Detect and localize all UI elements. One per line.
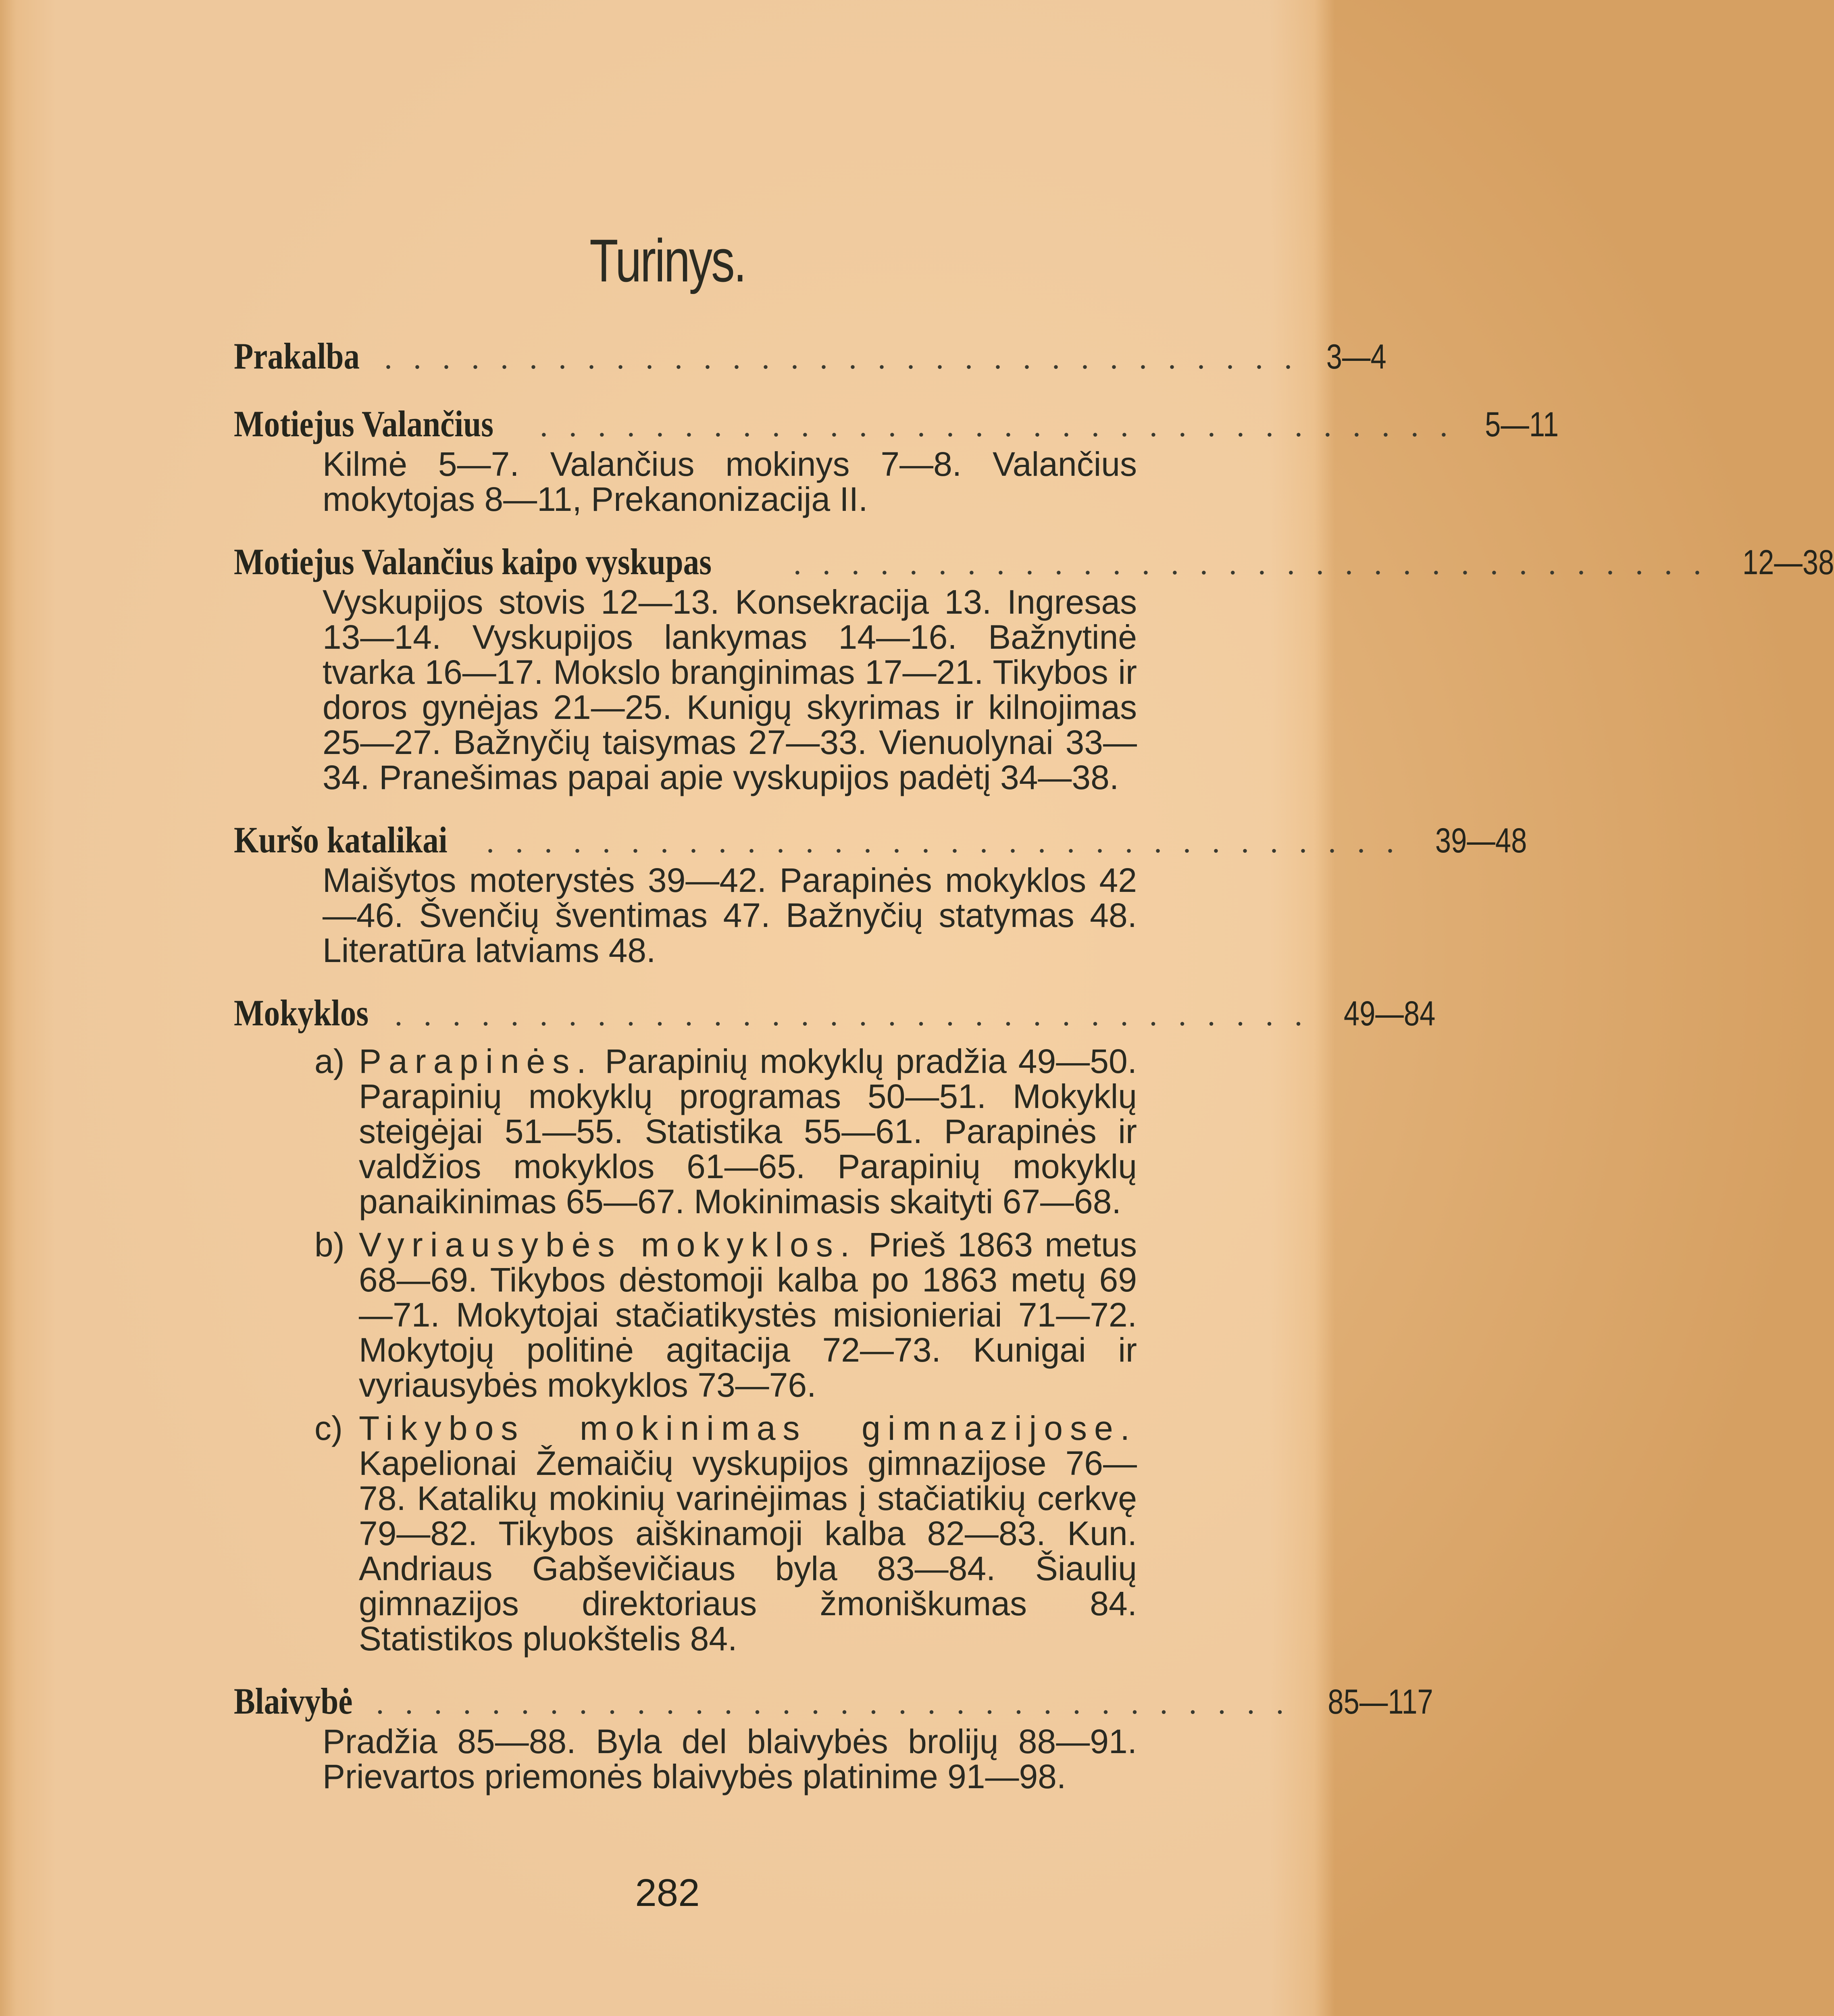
toc-page-range: 39—48 — [1435, 821, 1527, 860]
dot-leader: ................................ — [793, 546, 1722, 581]
toc-entry-summary — [323, 447, 1137, 517]
toc-heading[interactable]: Motiejus Valančius kaipo vyskupas — [234, 541, 712, 582]
toc-entry-prakalba — [234, 335, 1386, 379]
toc-heading[interactable]: Kuršo katalikai — [234, 819, 448, 860]
toc-page-range: 49—84 — [1343, 994, 1435, 1033]
toc-page-range: 5—11 — [1485, 405, 1559, 444]
subsection-label: a) — [314, 1042, 345, 1080]
toc-entry-motiejus-valancius — [234, 402, 1559, 518]
subsection-text — [359, 1044, 1137, 1219]
subsection-heading[interactable]: Vyriausybės mokyklos. — [359, 1226, 857, 1264]
toc-entry-summary — [323, 863, 1137, 968]
summary-text: Vyskupijos stovis 12—13. Konsekracija 13. Ingresas 13—14. Vyskupijos lankymas 14—16. Bažnytinė tvarka 16—17. Mokslo branginimas 17—21. Tikybos ir doros gynėjas 21—25. Kunigų skyrimas ir kilnojimas 25—27. Bažnyčių taisymas 27—33. Vienuolynai 33—34. Pranešimas papai apie vyskupijos padėtį 34—38. — [323, 583, 1137, 796]
dot-leader: ................................ — [486, 824, 1416, 860]
page-title: Turinys. — [589, 227, 745, 294]
toc-heading-row — [234, 402, 1559, 447]
spacer — [234, 1656, 1254, 1680]
toc-entry-blaivybe — [234, 1680, 1434, 1795]
toc-heading[interactable]: Motiejus Valančius — [234, 403, 494, 444]
dot-leader: ................................ — [394, 997, 1324, 1033]
toc-entry-summary — [323, 1724, 1137, 1794]
dot-leader: ................................ — [539, 408, 1469, 444]
subsection-summary: Parapinių mokyklų pradžia 49—50. Parapinių mokyklų programas 50—51. Mokyklų steigėjai 51—55. Statistika 55—61. Parapinės ir valdžios mokyklos 61—65. Parapinių mokyklų panaikinimas 65—67. Mokinimasis skaityti 67—68. — [359, 1042, 1137, 1220]
spacer — [234, 517, 1254, 540]
toc-heading-row — [234, 818, 1527, 863]
toc-page-range: 3—4 — [1326, 337, 1386, 376]
spacer — [234, 968, 1254, 991]
toc-page-range: 12—38 — [1742, 543, 1834, 582]
subsection-summary: Kapelionai Žemaičių vyskupijos gimnazijose 76—78. Katalikų mokinių varinėjimas į stačiatikių cerkvę 79—82. Tikybos aiškinamoji kalba 82—83. Kun. Andriaus Gabševičiaus byla 83—84. Šiaulių gimnazijos direktoriaus žmoniškumas 84. Statistikos pluokštelis 84. — [359, 1444, 1137, 1658]
subsection-summary: Prieš 1863 metus 68—69. Tikybos dėstomoji kalba po 1863 metų 69—71. Mokytojai stačiatikystės misionieriai 71—72. Mokytojų politinė agitacija 72—73. Kunigai ir vyriausybės mokyklos 73—76. — [359, 1226, 1137, 1404]
toc-heading[interactable]: Prakalba — [234, 335, 360, 377]
toc-heading-row — [234, 1680, 1434, 1724]
subsection-heading[interactable]: Tikybos mokinimas gimnazijose. — [359, 1409, 1137, 1447]
toc-entry-kurso-katalikai — [234, 818, 1527, 969]
summary-text: Maišytos moterystės 39—42. Parapinės mokyklos 42—46. Švenčių šventimas 47. Bažnyčių statymas 48. Literatūra latviams 48. — [323, 861, 1137, 969]
toc-entry-vyskupas — [234, 540, 1834, 796]
table-of-contents — [234, 335, 1834, 1795]
dot-leader: ................................ — [376, 1685, 1305, 1721]
subsection-text — [359, 1411, 1137, 1656]
spacer — [234, 795, 1254, 818]
toc-heading-row — [234, 335, 1386, 379]
spacer — [234, 379, 1254, 402]
subsection-text — [359, 1227, 1137, 1403]
toc-heading[interactable]: Blaivybė — [234, 1681, 353, 1722]
toc-subsection-b — [314, 1227, 1137, 1403]
toc-page-range: 85—117 — [1328, 1683, 1434, 1721]
toc-entry-summary — [323, 585, 1137, 795]
subsection-heading[interactable]: Parapinės. — [359, 1042, 593, 1080]
toc-heading-row — [234, 540, 1834, 585]
toc-heading[interactable]: Mokyklos — [234, 992, 369, 1033]
toc-subsection-a — [314, 1044, 1137, 1219]
subsection-label: b) — [314, 1226, 345, 1264]
toc-entry-mokyklos — [234, 991, 1435, 1658]
summary-text: Kilmė 5—7. Valančius mokinys 7—8. Valančius mokytojas 8—11, Prekanonizacija II. — [323, 445, 1137, 518]
subsection-label: c) — [314, 1409, 343, 1447]
summary-text: Pradžia 85—88. Byla del blaivybės brolijų 88—91. Prievartos priemonės blaivybės platinime 91—98. — [323, 1722, 1137, 1795]
toc-heading-row — [234, 991, 1435, 1036]
page-number: 282 — [635, 1871, 700, 1914]
dot-leader: ................................ — [384, 340, 1313, 376]
toc-subsection-c — [314, 1411, 1137, 1656]
